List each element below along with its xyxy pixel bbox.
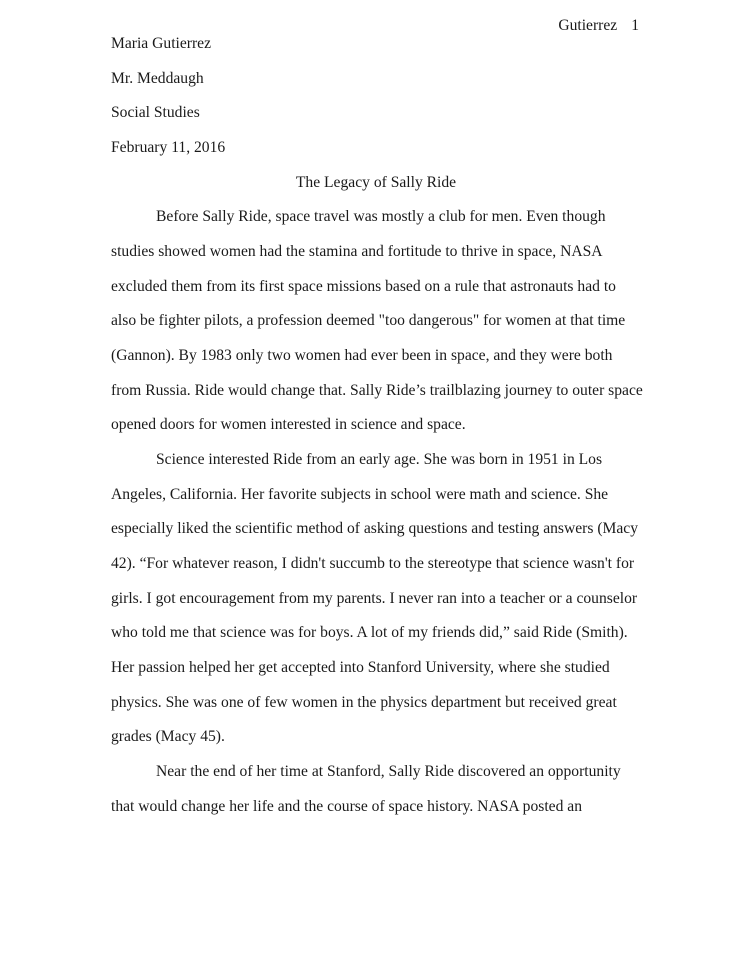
text-line: Angeles, California. Her favorite subjects in school were math and science. She [111,486,609,503]
text-line: grades (Macy 45). [111,728,225,745]
text-line: that would change her life and the course of space history. NASA posted an [111,798,583,815]
page-number: 1 [631,17,639,34]
text-line: Her passion helped her get accepted into Stanford University, where she studied [111,659,610,676]
text-line: excluded them from its first space missions based on a rule that astronauts had to [111,278,616,295]
text-line: girls. I got encouragement from my parents. I never ran into a teacher or a counselor [111,590,638,607]
heading-teacher: Mr. Meddaugh [111,70,204,87]
text-line: physics. She was one of few women in the physics department but received great [111,694,617,711]
text-line: 42). “For whatever reason, I didn't succumb to the stereotype that science wasn't for [111,555,635,572]
text-line: especially liked the scientific method of asking questions and testing answers (Macy [111,520,639,537]
heading-student-name: Maria Gutierrez [111,35,212,52]
text-line: Before Sally Ride, space travel was mostly a club for men. Even though [156,208,606,225]
heading-course: Social Studies [111,104,200,121]
text-line: Science interested Ride from an early age. She was born in 1951 in Los [156,451,603,468]
heading-date: February 11, 2016 [111,139,226,156]
text-line: from Russia. Ride would change that. Sally Ride’s trailblazing journey to outer space [111,382,643,399]
text-line: (Gannon). By 1983 only two women had ever been in space, and they were both [111,347,613,364]
text-line: studies showed women had the stamina and fortitude to thrive in space, NASA [111,243,603,260]
header-surname: Gutierrez [558,17,618,34]
text-line: opened doors for women interested in science and space. [111,416,466,433]
text-line: Near the end of her time at Stanford, Sally Ride discovered an opportunity [156,763,621,780]
text-line: who told me that science was for boys. A lot of my friends did,” said Ride (Smith). [111,624,628,641]
essay-title: The Legacy of Sally Ride [295,174,457,191]
text-line: also be fighter pilots, a profession deemed "too dangerous" for women at that time [111,312,626,329]
